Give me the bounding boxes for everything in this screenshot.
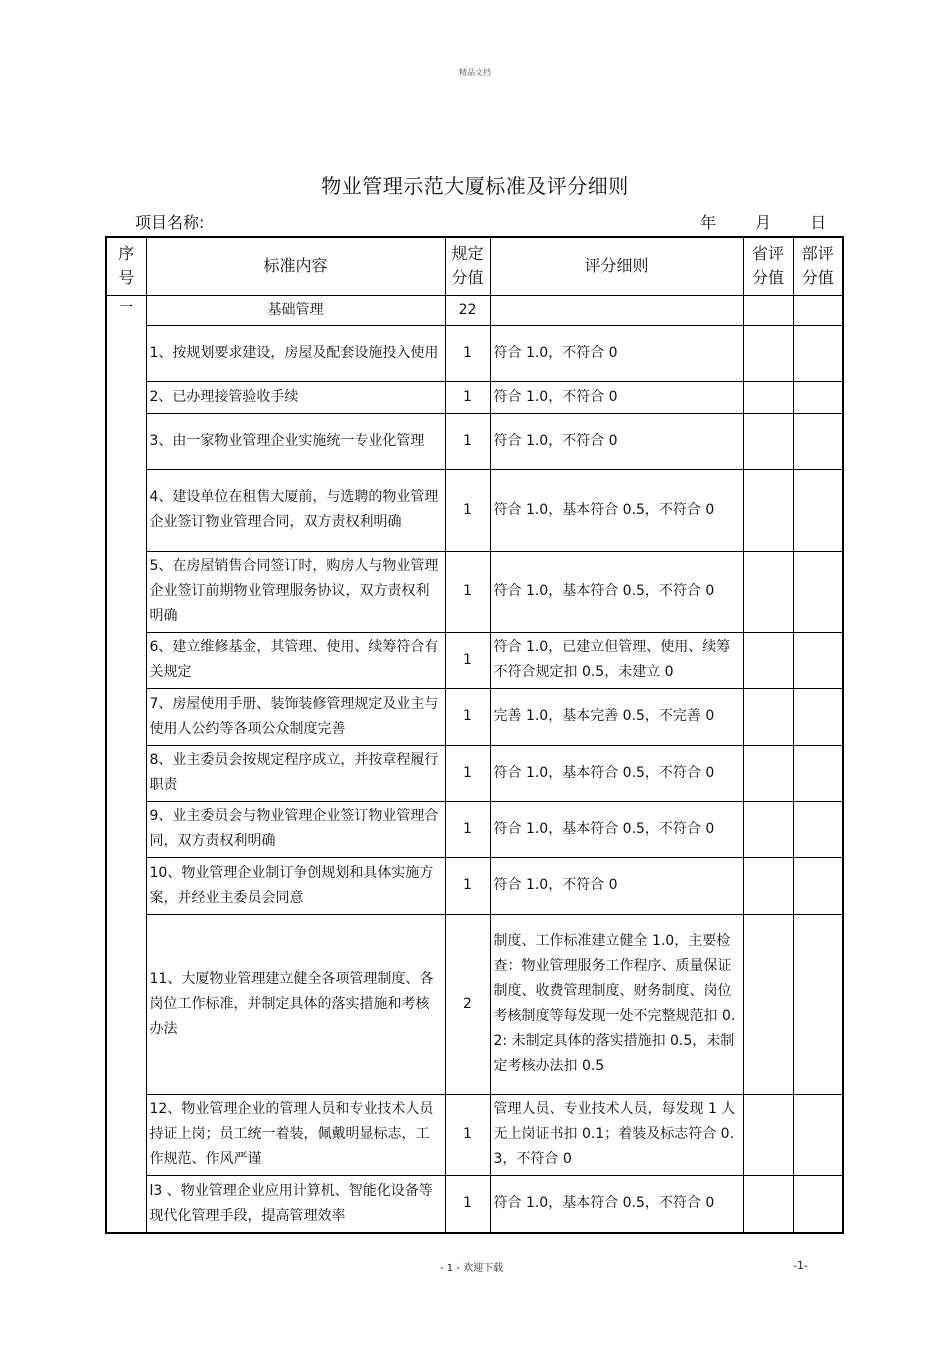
row-rule: 符合 1.0，不符合 0 [490, 381, 743, 413]
row-rule: 符合 1.0，基本符合 0.5，不符合 0 [490, 801, 743, 857]
row-dept [793, 1094, 843, 1175]
row-content: 2、已办理接管验收手续 [146, 381, 445, 413]
row-content: 11、大厦物业管理建立健全各项管理制度、各岗位工作标准，并制定具体的落实措施和考核办法 [146, 914, 445, 1094]
table-row [106, 325, 843, 381]
row-prov [743, 413, 793, 469]
row-score: 1 [445, 325, 490, 381]
table-row [106, 551, 843, 632]
row-dept [793, 632, 843, 688]
row-content: 4、建设单位在租售大厦前，与选聘的物业管理企业签订物业管理合同，双方责权利明确 [146, 469, 445, 551]
row-dept [793, 551, 843, 632]
table-row [106, 688, 843, 745]
row-prov [743, 469, 793, 551]
project-name-label: 项目名称: [135, 213, 205, 232]
row-rule: 符合 1.0，基本符合 0.5，不符合 0 [490, 745, 743, 801]
row-rule: 符合 1.0，不符合 0 [490, 325, 743, 381]
section-title: 基础管理 [146, 295, 445, 325]
header-ministry-score: 部评 分值 [793, 237, 843, 295]
row-content: 9、业主委员会与物业管理企业签订物业管理合同，双方责权利明确 [146, 801, 445, 857]
row-dept [793, 914, 843, 1094]
row-rule: 符合 1.0，基本符合 0.5，不符合 0 [490, 551, 743, 632]
row-score: 2 [445, 914, 490, 1094]
row-content: 1、按规划要求建设，房屋及配套设施投入使用 [146, 325, 445, 381]
row-score: 1 [445, 801, 490, 857]
row-prov [743, 632, 793, 688]
row-prov [743, 914, 793, 1094]
date-line [700, 210, 826, 233]
section-row [106, 295, 843, 325]
table-row [106, 469, 843, 551]
row-score: 1 [445, 551, 490, 632]
table-row [106, 914, 843, 1094]
row-score: 1 [445, 745, 490, 801]
row-content: 8、业主委员会按规定程序成立，并按章程履行职责 [146, 745, 445, 801]
table-row [106, 857, 843, 914]
row-content: 6、建立维修基金，其管理、使用、续筹符合有关规定 [146, 632, 445, 688]
row-score: 1 [445, 469, 490, 551]
footer-page-index: -1- [793, 1259, 808, 1272]
footer-page-number: - 1 - 欢迎下载 [440, 1263, 504, 1274]
date-day: 日 [810, 213, 827, 232]
date-month: 月 [755, 213, 772, 232]
row-score: 1 [445, 1175, 490, 1233]
row-content: 5、在房屋销售合同签订时，购房人与物业管理企业签订前期物业管理服务协议，双方责权利明确 [146, 551, 445, 632]
row-prov [743, 551, 793, 632]
row-score: 1 [445, 688, 490, 745]
row-content: l3 、物业管理企业应用计算机、智能化设备等现代化管理手段，提高管理效率 [146, 1175, 445, 1233]
row-prov [743, 325, 793, 381]
row-dept [793, 325, 843, 381]
page-title: 物业管理示范大厦标准及评分细则 [321, 174, 629, 198]
row-content: 10、物业管理企业制订争创规划和具体实施方案，并经业主委员会同意 [146, 857, 445, 914]
row-prov [743, 381, 793, 413]
row-prov [743, 801, 793, 857]
table-row [106, 745, 843, 801]
row-score: 1 [445, 381, 490, 413]
row-content: 3、由一家物业管理企业实施统一专业化管理 [146, 413, 445, 469]
table-header-row [106, 237, 843, 295]
row-rule: 管理人员、专业技术人员，每发现 1 人无上岗证书扣 0.1；着装及标志符合 0.3，不符合 0 [490, 1094, 743, 1175]
table-row [106, 632, 843, 688]
row-score: 1 [445, 632, 490, 688]
row-rule: 符合 1.0，基本符合 0.5，不符合 0 [490, 1175, 743, 1233]
row-dept [793, 413, 843, 469]
row-dept [793, 688, 843, 745]
row-dept [793, 381, 843, 413]
header-no: 序 号 [106, 237, 146, 295]
section-rule [490, 295, 743, 325]
table-row [106, 381, 843, 413]
row-score: 1 [445, 857, 490, 914]
row-dept [793, 469, 843, 551]
row-content: 12、物业管理企业的管理人员和专业技术人员持证上岗；员工统一着装，佩戴明显标志，工作规范、作风严谨 [146, 1094, 445, 1175]
row-rule: 符合 1.0，已建立但管理、使用、续筹不符合规定扣 0.5，未建立 0 [490, 632, 743, 688]
table-row [106, 801, 843, 857]
header-rule: 评分细则 [490, 237, 743, 295]
row-prov [743, 745, 793, 801]
header-provincial-score: 省评 分值 [743, 237, 793, 295]
row-prov [743, 688, 793, 745]
table-row [106, 413, 843, 469]
header-score: 规定 分值 [445, 237, 490, 295]
scoring-table [105, 236, 844, 1234]
header-content: 标准内容 [146, 237, 445, 295]
watermark: 精品文档 [459, 68, 491, 77]
date-year: 年 [700, 213, 717, 232]
section-prov [743, 295, 793, 325]
row-prov [743, 1094, 793, 1175]
row-dept [793, 1175, 843, 1233]
row-rule: 符合 1.0，不符合 0 [490, 413, 743, 469]
row-rule: 制度、工作标准建立健全 1.0，主要检查：物业管理服务工作程序、质量保证制度、收费管理制度、财务制度、岗位考核制度等每发现一处不完整规范扣 0.2: 未制定具体的落实措施扣 0.5，未制定考核办法扣 0.5 [490, 914, 743, 1094]
table-row [106, 1175, 843, 1233]
row-rule: 符合 1.0，不符合 0 [490, 857, 743, 914]
row-rule: 符合 1.0，基本符合 0.5，不符合 0 [490, 469, 743, 551]
section-no: 一 [106, 295, 146, 1233]
row-dept [793, 857, 843, 914]
row-rule: 完善 1.0，基本完善 0.5，不完善 0 [490, 688, 743, 745]
section-score: 22 [445, 295, 490, 325]
table-row [106, 1094, 843, 1175]
section-dept [793, 295, 843, 325]
row-content: 7、房屋使用手册、装饰装修管理规定及业主与使用人公约等各项公众制度完善 [146, 688, 445, 745]
row-score: 1 [445, 1094, 490, 1175]
row-dept [793, 745, 843, 801]
row-score: 1 [445, 413, 490, 469]
row-prov [743, 1175, 793, 1233]
row-prov [743, 857, 793, 914]
row-dept [793, 801, 843, 857]
